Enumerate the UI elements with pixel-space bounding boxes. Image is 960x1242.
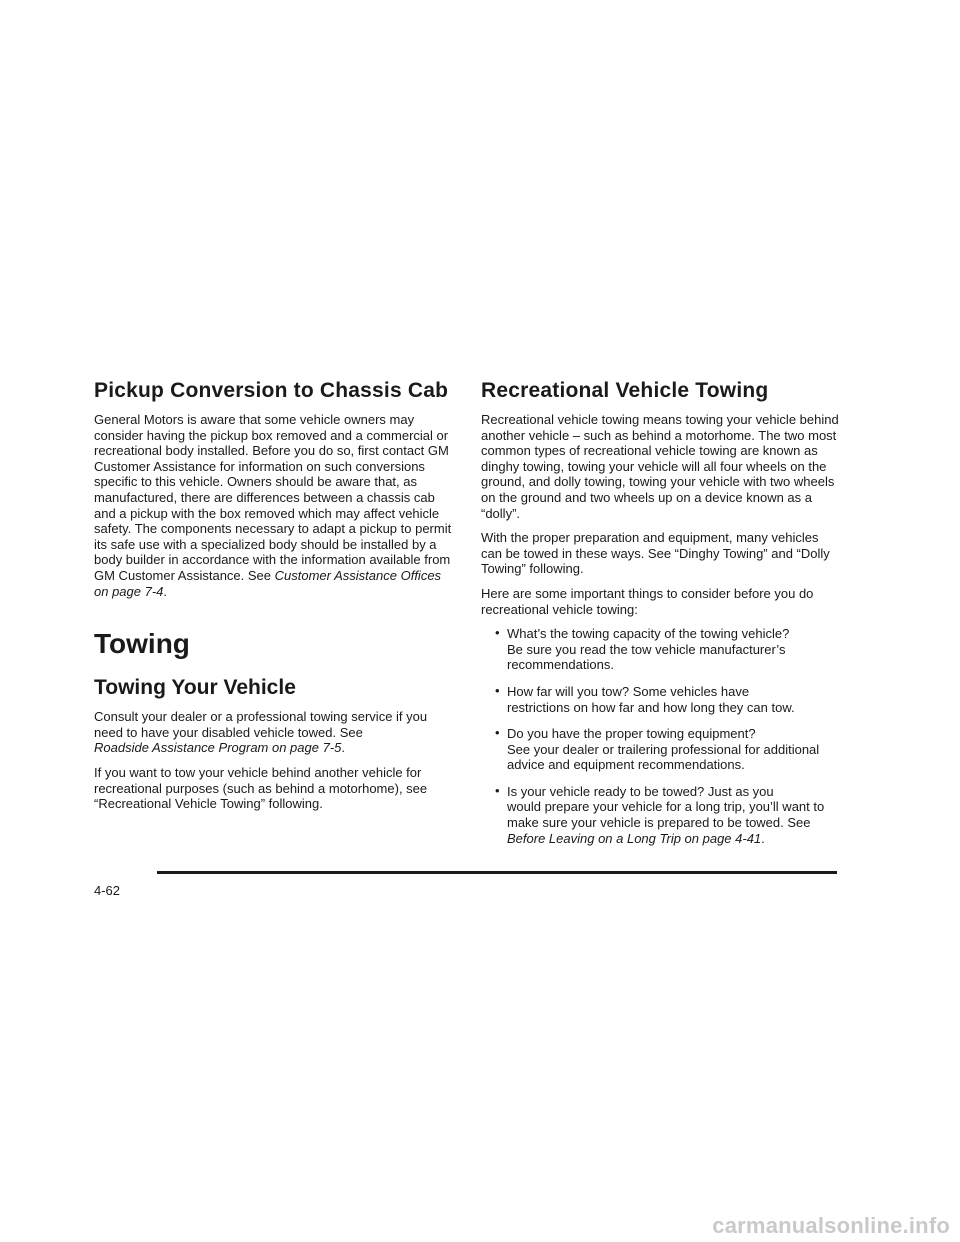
towing-your-vehicle-paragraph-1 bbox=[94, 709, 456, 756]
list-item bbox=[495, 784, 843, 846]
chapter-title-towing: Towing bbox=[94, 628, 190, 660]
watermark: carmanualsonline.info bbox=[712, 1213, 950, 1238]
list-item-answer: Be sure you read the tow vehicle manufacturer’s recommendations. bbox=[507, 641, 786, 673]
chassis-cab-text: General Motors is aware that some vehicle owners may consider having the pickup box removed and a commercial or recreational body installed. Before you do so, first contact GM Customer Assistance for information on such conversions specific to this vehicle. Owners should be aware that, as manufactured, there are differences between a chassis cab and a pickup with the box removed which may affect vehicle safety. The components necessary to adapt a pickup to permit its safe use with a specialized body should be installed by a body builder in accordance with the information available from GM Customer Assistance. See bbox=[94, 412, 452, 583]
recreational-towing-paragraph-1: Recreational vehicle towing means towing your vehicle behind another vehicle – such as behind a motorhome. The two most common types of recreational vehicle towing are known as dinghy towing, towing your vehicle will all four wheels on the ground, and dolly towing, towing your vehicle with two wheels on the ground and two wheels up on a device known as a “dolly”. bbox=[481, 412, 839, 521]
roadside-assistance-reference: Roadside Assistance Program on page 7-5 bbox=[94, 740, 342, 756]
list-item-question: Do you have the proper towing equipment? bbox=[507, 726, 756, 742]
customer-assistance-reference: Customer Assistance Offices on page 7-4 bbox=[94, 567, 442, 599]
list-item-question: What’s the towing capacity of the towing vehicle? bbox=[507, 626, 790, 642]
list-item bbox=[495, 684, 843, 715]
paragraph-text: Consult your dealer or a professional towing service if you need to have your disabled vehicle towed. See bbox=[94, 709, 428, 740]
footer-rule bbox=[157, 871, 837, 874]
list-item-answer: See your dealer or trailering professional for additional advice and equipment recommendations. bbox=[507, 741, 820, 773]
right-column bbox=[481, 378, 843, 857]
list-item-answer: restrictions on how far and how long they can tow. bbox=[507, 699, 795, 715]
period: . bbox=[761, 830, 765, 846]
left-column bbox=[94, 378, 456, 821]
recreational-towing-paragraph-3: Here are some important things to consider before you do recreational vehicle towing: bbox=[481, 585, 814, 617]
bullet-icon: • bbox=[495, 725, 500, 741]
long-trip-reference: Before Leaving on a Long Trip on page 4-41 bbox=[507, 830, 762, 846]
list-item bbox=[495, 726, 843, 773]
chassis-cab-paragraph bbox=[94, 412, 456, 599]
list-item-answer: would prepare your vehicle for a long trip, you’ll want to make sure your vehicle is prepared to be towed. See bbox=[507, 799, 825, 831]
section-title-recreational-towing: Recreational Vehicle Towing bbox=[481, 379, 769, 402]
period: . bbox=[163, 583, 168, 599]
list-item-question: How far will you tow? Some vehicles have bbox=[507, 683, 750, 699]
towing-your-vehicle-paragraph-2: If you want to tow your vehicle behind another vehicle for recreational purposes (such as behind a motorhome), see “Recreational Vehicle Towing” following. bbox=[94, 764, 428, 812]
page-number: 4-62 bbox=[94, 883, 121, 898]
period: . bbox=[341, 740, 346, 756]
bullet-icon: • bbox=[495, 625, 500, 641]
subsection-title-towing-your-vehicle: Towing Your Vehicle bbox=[94, 676, 296, 700]
recreational-towing-paragraph-2: With the proper preparation and equipment, many vehicles can be towed in these ways. See “Dinghy Towing” and “Dolly Towing” following. bbox=[481, 530, 830, 577]
considerations-list bbox=[481, 626, 843, 846]
bullet-icon: • bbox=[495, 782, 500, 798]
bullet-icon: • bbox=[495, 682, 500, 698]
list-item-question: Is your vehicle ready to be towed? Just as you bbox=[507, 783, 774, 799]
section-title-chassis-cab: Pickup Conversion to Chassis Cab bbox=[94, 379, 449, 402]
list-item bbox=[495, 626, 843, 673]
